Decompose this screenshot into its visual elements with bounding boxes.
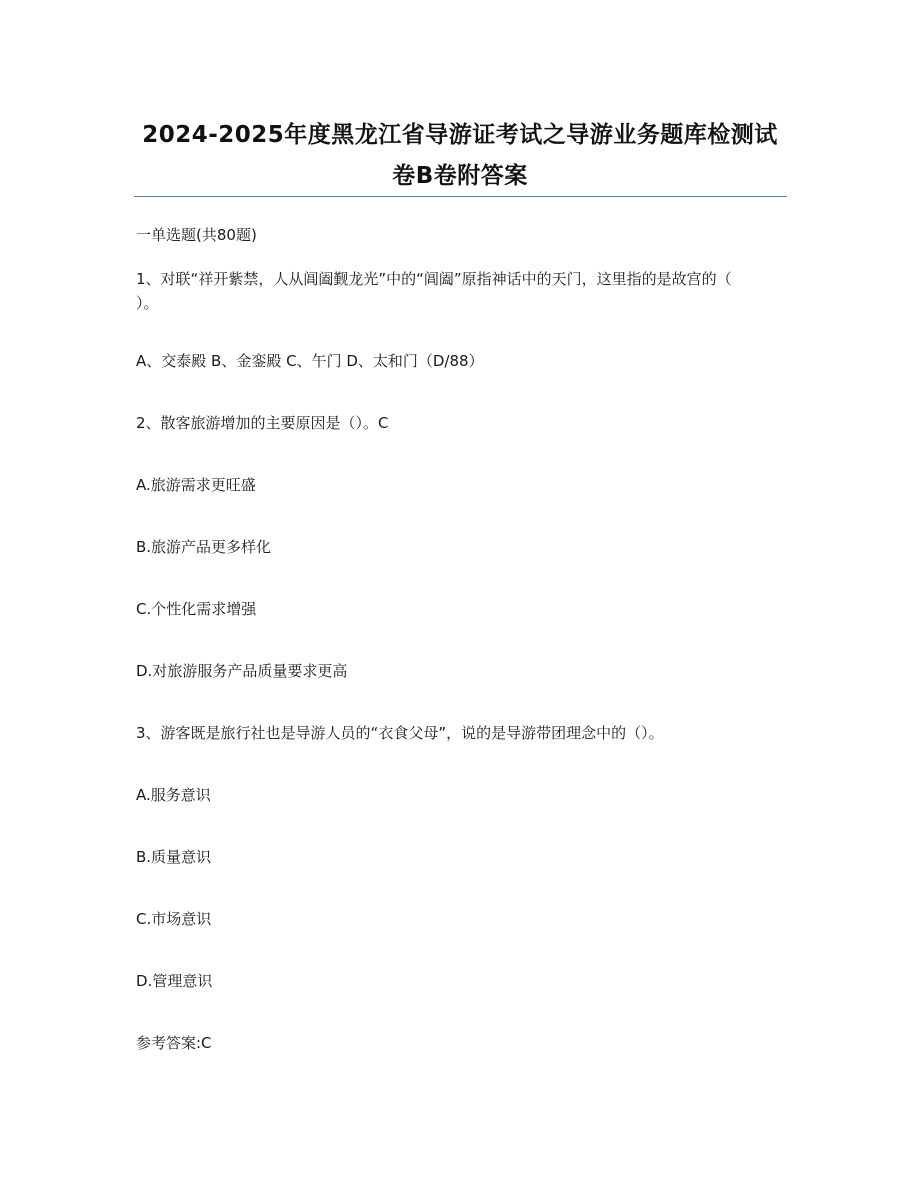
question-2-option-d: D.对旅游服务产品质量要求更高: [136, 662, 348, 680]
question-3-answer: 参考答案:C: [136, 1034, 212, 1052]
question-3-option-d: D.管理意识: [136, 972, 213, 990]
question-1-stem-line-1: 1、对联“祥开紫禁，人从阊阖觐龙光”中的“阊阖”原指神话中的天门，这里指的是故宫的（: [136, 270, 732, 288]
question-3-option-a: A.服务意识: [136, 786, 211, 804]
question-1-options: A、交泰殿 B、金銮殿 C、午门 D、太和门（D/88）: [136, 352, 484, 370]
question-2-option-b: B.旅游产品更多样化: [136, 538, 272, 556]
section-heading: 一单选题(共80题): [136, 226, 257, 244]
question-3-option-b: B.质量意识: [136, 848, 212, 866]
question-1-stem-line-2: ）。: [136, 294, 159, 312]
question-2-option-a: A.旅游需求更旺盛: [136, 476, 256, 494]
question-2-option-c: C.个性化需求增强: [136, 600, 257, 618]
question-2-stem: 2、散客旅游增加的主要原因是（）。C: [136, 414, 389, 432]
question-3-stem: 3、游客既是旅行社也是导游人员的“衣食父母”，说的是导游带团理念中的（）。: [136, 724, 664, 742]
document-title-line-1: 2024-2025年度黑龙江省导游证考试之导游业务题库检测试: [142, 122, 778, 148]
title-divider: [134, 196, 787, 197]
question-3-option-c: C.市场意识: [136, 910, 212, 928]
document-title-line-2: 卷B卷附答案: [392, 163, 528, 189]
